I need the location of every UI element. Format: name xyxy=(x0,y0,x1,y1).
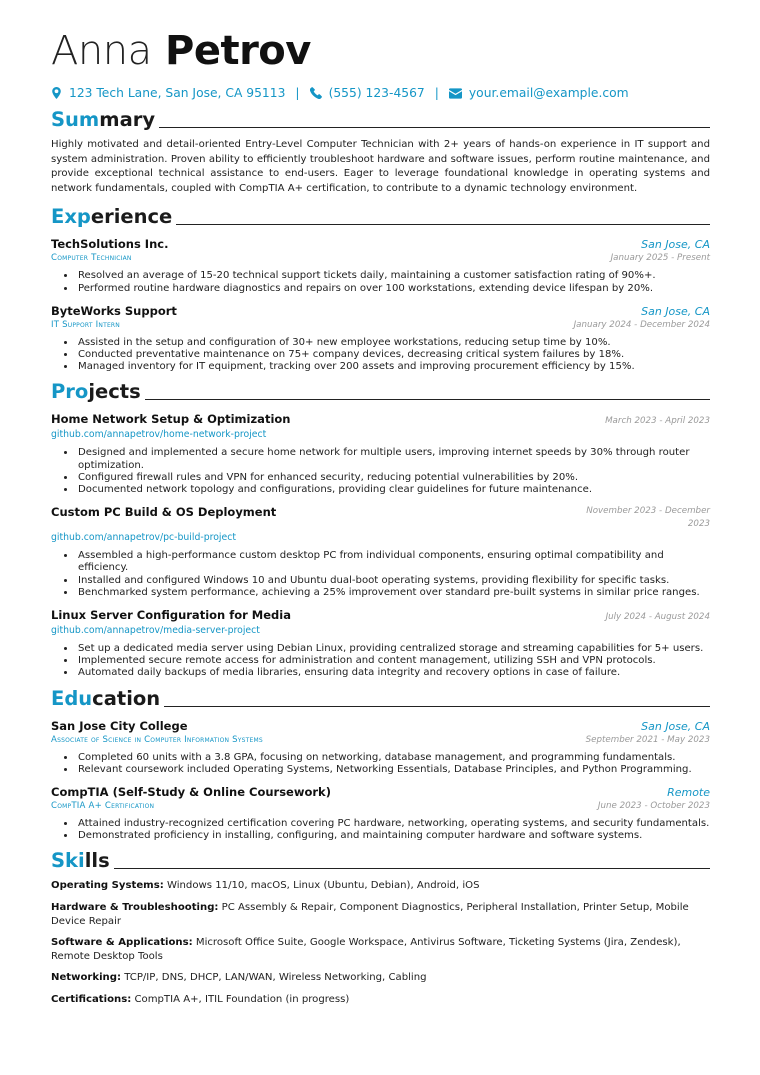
skill-label: Networking: xyxy=(51,972,121,984)
bullet-item: • Resolved an average of 15-20 technical support tickets daily, maintaining a customer satisfaction rating of 90%+. xyxy=(76,270,710,282)
skill-value: PC Assembly & Repair, Component Diagnostics, Peripheral Installation, Printer Setup, Mobile Device Repair xyxy=(51,901,689,927)
school-name: CompTIA (Self-Study & Online Coursework) xyxy=(51,785,331,800)
experience-heading xyxy=(51,206,710,228)
bullet-item: • Relevant coursework included Operating Systems, Networking Essentials, Database Principles, and Python Programming. xyxy=(76,764,710,776)
bullet-item: • Assembled a high-performance custom desktop PC from individual components, ensuring optimal compatibility and efficiency. xyxy=(76,550,710,574)
degree-name: Associate of Science in Computer Information Systems xyxy=(51,734,263,745)
contact-address xyxy=(51,86,285,100)
job-title: IT Support Intern xyxy=(51,319,120,330)
bullet-item: • Performed routine hardware diagnostics and repairs on over 100 workstations, extending device lifespan by 20%. xyxy=(76,283,710,295)
project-link[interactable]: github.com/annapetrov/home-network-project xyxy=(51,429,267,441)
bullet-item: • Benchmarked system performance, achieving a 25% improvement over standard pre-built systems in similar price ranges. xyxy=(76,587,710,599)
projects-heading xyxy=(51,381,710,403)
bullet-item: • Documented network topology and configurations, providing clear guidelines for future maintenance. xyxy=(76,484,710,496)
skill-value: TCP/IP, DNS, DHCP, LAN/WAN, Wireless Networking, Cabling xyxy=(124,972,427,984)
project-dates: July 2024 - August 2024 xyxy=(605,612,710,623)
bullet-list xyxy=(51,337,710,374)
project-entry xyxy=(51,412,710,496)
project-link[interactable]: github.com/annapetrov/pc-build-project xyxy=(51,532,236,544)
education-dates: September 2021 - May 2023 xyxy=(585,734,710,745)
section-rule xyxy=(159,127,710,128)
contact-line xyxy=(51,85,710,101)
skill-value: Windows 11/10, macOS, Linux (Ubuntu, Debian), Android, iOS xyxy=(166,880,480,892)
summary-text: Highly motivated and detail-oriented Entry-Level Computer Technician with 2+ years of hands-on experience in IT support and system administration. Proven ability to efficiently troubleshoot hardware and software issues, perform routine maintenance, and provide exceptional technical assistance to end-users. Eager to leverage foundational knowledge in operating systems and network fundamentals, coupled with CompTIA A+ certification, to contribute to a dynamic technology environment. xyxy=(51,139,710,194)
bullet-list xyxy=(51,550,710,599)
contact-separator: | xyxy=(295,86,300,100)
project-dates: November 2023 - December 2023 xyxy=(586,506,710,530)
phone-text[interactable]: (555) 123-4567 xyxy=(328,86,425,100)
first-name: Anna xyxy=(51,28,152,74)
skill-label: Certifications: xyxy=(51,993,132,1005)
contact-phone[interactable] xyxy=(310,86,425,100)
skill-line xyxy=(51,879,710,893)
bullet-item: • Demonstrated proficiency in installing, configuring, and maintaining computer hardware and software systems. xyxy=(76,830,710,842)
school-location: San Jose, CA xyxy=(641,719,710,733)
project-name: Linux Server Configuration for Media xyxy=(51,608,291,623)
section-rule xyxy=(145,399,710,400)
degree-name: CompTIA A+ Certification xyxy=(51,801,155,812)
education-title: Education xyxy=(51,686,161,710)
project-name: Custom PC Build & OS Deployment xyxy=(51,505,277,520)
education-entry xyxy=(51,719,710,776)
contact-separator: | xyxy=(434,86,439,100)
bullet-list xyxy=(51,818,710,842)
bullet-item: • Automated daily backups of media libraries, ensuring data integrity and recovery options in case of failure. xyxy=(76,667,710,679)
bullet-item: • Installed and configured Windows 10 and Ubuntu dual-boot operating systems, providing flexibility for specific tasks. xyxy=(76,575,710,587)
job-location: San Jose, CA xyxy=(641,238,710,252)
phone-icon xyxy=(310,87,322,99)
education-entry xyxy=(51,785,710,842)
job-dates: January 2025 - Present xyxy=(610,253,710,264)
skills-title: Skills xyxy=(51,849,110,873)
project-link[interactable]: github.com/annapetrov/media-server-project xyxy=(51,625,260,637)
last-name: Petrov xyxy=(165,28,311,74)
bullet-list xyxy=(51,752,710,776)
contact-email[interactable] xyxy=(449,86,629,100)
experience-entry xyxy=(51,304,710,374)
project-name: Home Network Setup & Optimization xyxy=(51,412,291,427)
skill-label: Software & Applications: xyxy=(51,937,193,949)
email-link[interactable]: your.email@example.com xyxy=(468,86,629,100)
employer-name: TechSolutions Inc. xyxy=(51,237,169,252)
skill-line xyxy=(51,936,710,964)
bullet-item: • Managed inventory for IT equipment, tracking over 200 assets and improving procurement efficiency by 15%. xyxy=(76,361,710,373)
job-title: Computer Technician xyxy=(51,253,132,264)
map-pin-icon xyxy=(51,87,62,99)
skill-line xyxy=(51,971,710,985)
summary-title: Summary xyxy=(51,108,156,131)
bullet-item: • Completed 60 units with a 3.8 GPA, focusing on networking, database management, and programming fundamentals. xyxy=(76,752,710,764)
education-dates: June 2023 - October 2023 xyxy=(597,801,710,812)
bullet-item: • Attained industry-recognized certification covering PC hardware, networking, operating systems, and security fundamentals. xyxy=(76,818,710,830)
bullet-item: • Configured firewall rules and VPN for enhanced security, reducing potential vulnerabilities by 20%. xyxy=(76,472,710,484)
project-entry xyxy=(51,505,710,599)
bullet-list xyxy=(51,643,710,680)
skills-heading xyxy=(51,850,710,872)
skill-line xyxy=(51,993,710,1007)
project-dates: March 2023 - April 2023 xyxy=(605,416,710,427)
project-entry xyxy=(51,608,710,680)
skill-value: Microsoft Office Suite, Google Workspace, Antivirus Software, Ticketing Systems (Jira, Zendesk), Remote Desktop Tools xyxy=(51,937,681,963)
employer-name: ByteWorks Support xyxy=(51,303,177,318)
bullet-item: • Assisted in the setup and configuration of 30+ new employee workstations, reducing setup time by 10%. xyxy=(76,337,710,349)
projects-title: Projects xyxy=(51,380,141,404)
bullet-item: • Designed and implemented a secure home network for multiple users, improving internet speeds by 30% through router optimization. xyxy=(76,447,710,471)
section-rule xyxy=(114,868,710,869)
experience-entry xyxy=(51,237,710,294)
job-location: San Jose, CA xyxy=(641,304,710,318)
section-rule xyxy=(164,706,710,707)
job-dates: January 2024 - December 2024 xyxy=(573,319,710,330)
bullet-item: • Conducted preventative maintenance on 75+ company devices, decreasing critical system failures by 18%. xyxy=(76,349,710,361)
bullet-item: • Set up a dedicated media server using Debian Linux, providing centralized storage and streaming capabilities for 5+ users. xyxy=(76,643,710,655)
candidate-name xyxy=(51,28,710,74)
bullet-list xyxy=(51,270,710,294)
address-text: 123 Tech Lane, San Jose, CA 95113 xyxy=(69,86,286,100)
section-rule xyxy=(176,224,710,225)
skill-line xyxy=(51,901,710,929)
school-location: Remote xyxy=(667,786,710,800)
bullet-item: • Implemented secure remote access for administration and content management, utilizing SSH and VPN protocols. xyxy=(76,655,710,667)
education-heading xyxy=(51,688,710,710)
skill-label: Operating Systems: xyxy=(51,880,164,892)
experience-title: Experience xyxy=(51,205,173,229)
skill-label: Hardware & Troubleshooting: xyxy=(51,901,219,913)
bullet-list xyxy=(51,447,710,496)
school-name: San Jose City College xyxy=(51,718,188,733)
summary-heading xyxy=(51,109,710,131)
skill-value: CompTIA A+, ITIL Foundation (in progress) xyxy=(134,993,350,1005)
envelope-icon xyxy=(449,88,462,99)
